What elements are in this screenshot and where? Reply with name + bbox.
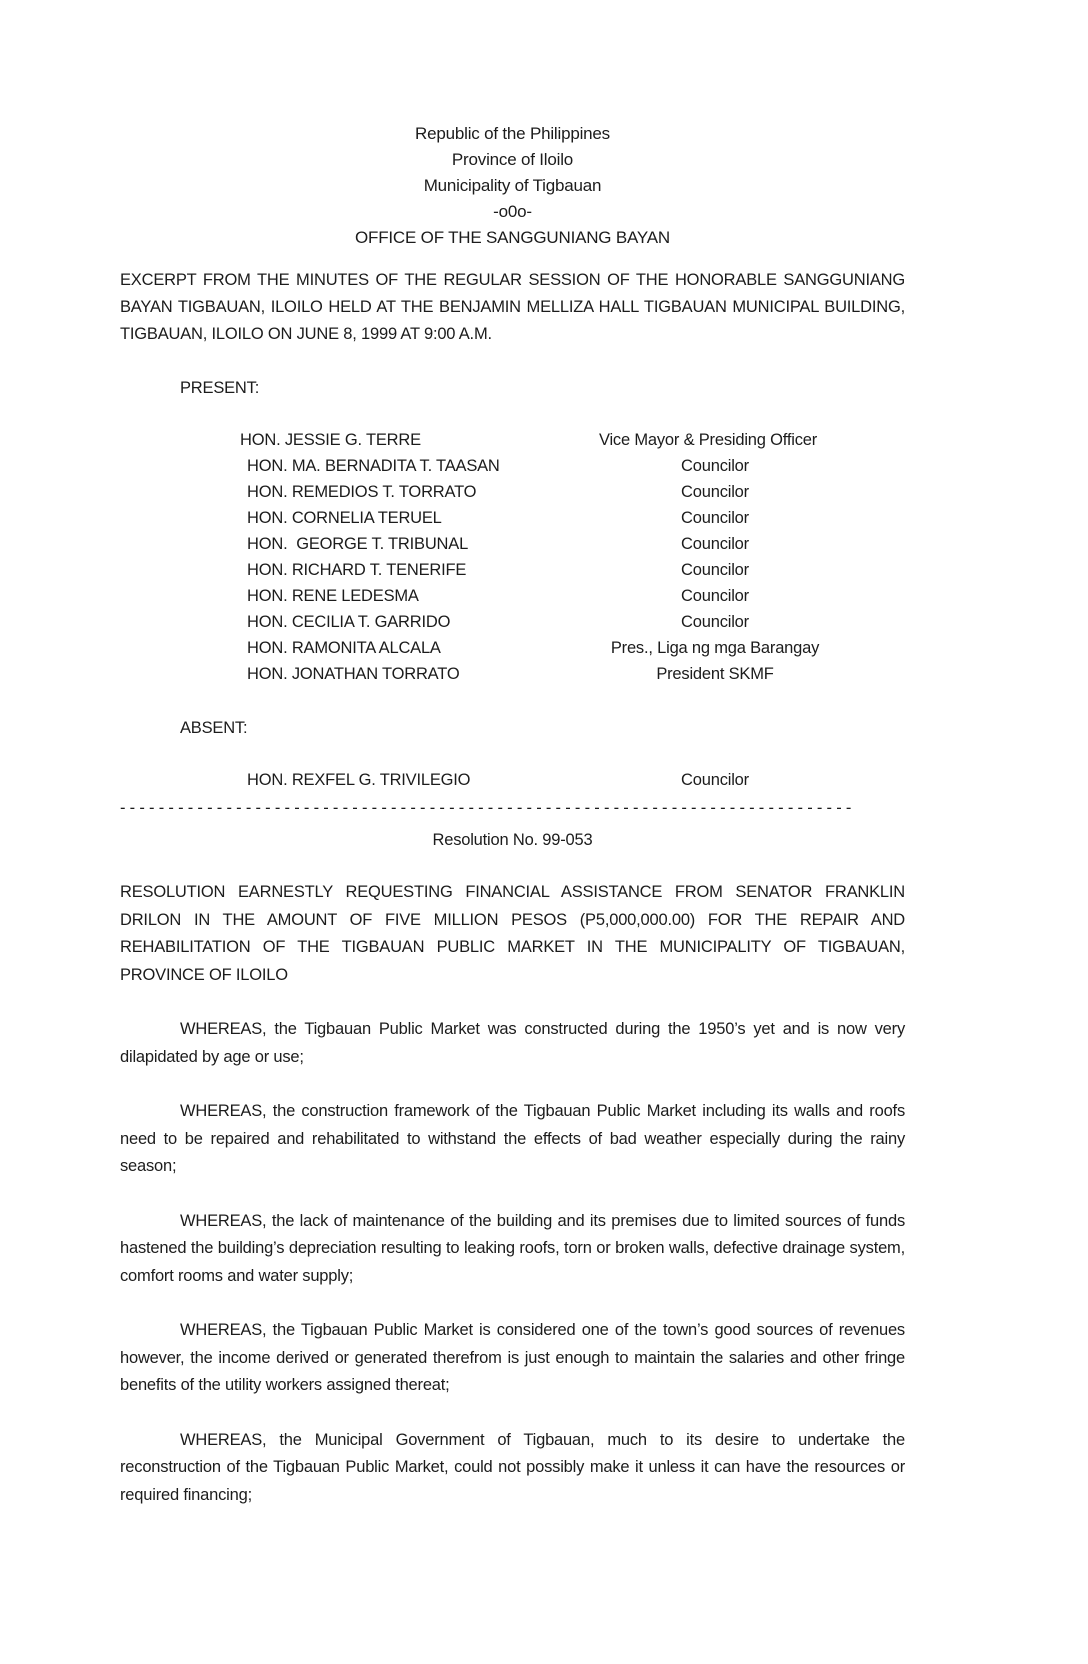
attendee-position: Councilor [681, 535, 749, 553]
attendee-row [120, 661, 905, 687]
present-label: PRESENT: [180, 379, 260, 397]
attendee-name: HON. REMEDIOS T. TORRATO [247, 483, 477, 501]
attendee-name: HON. CORNELIA TERUEL [247, 509, 442, 527]
whereas-paragraph-3: WHEREAS, the lack of maintenance of the building and its premises due to limited sources of funds hastened the building’s depreciation resulting to leaking roofs, torn or broken walls, defective drainage system, comfort rooms and water supply; [120, 1211, 905, 1285]
absent-name: HON. REXFEL G. TRIVILEGIO [247, 771, 471, 789]
document-header [120, 121, 905, 251]
resolution-number: Resolution No. 99-053 [432, 831, 593, 849]
attendee-row [120, 635, 905, 661]
excerpt-paragraph: EXCERPT FROM THE MINUTES OF THE REGULAR SESSION OF THE HONORABLE SANGGUNIANG BAYAN TIGBAUAN, ILOILO HELD AT THE BENJAMIN MELLIZA HALL TIGBAUAN MUNICIPAL BUILDING, TIGBAUAN, ILOILO ON JUNE 8, 1999 AT 9:00 A.M. [120, 271, 905, 343]
header-ornament: -o0o- [493, 202, 532, 221]
absent-list [120, 767, 905, 793]
attendee-position: Councilor [681, 509, 749, 527]
attendee-row [120, 609, 905, 635]
attendee-row [120, 531, 905, 557]
header-office: OFFICE OF THE SANGGUNIANG BAYAN [355, 228, 670, 247]
header-province: Province of Iloilo [451, 150, 574, 169]
resolution-title: RESOLUTION EARNESTLY REQUESTING FINANCIAL ASSISTANCE FROM SENATOR FRANKLIN DRILON IN THE AMOUNT OF FIVE MILLION PESOS (P5,000,000.00) FOR THE REPAIR AND REHABILITATION OF THE TIGBAUAN PUBLIC MARKET IN THE MUNICIPALITY OF TIGBAUAN, PROVINCE OF ILOILO [120, 883, 905, 984]
dashed-separator: - - - - - - - - - - - - - - - - - - - - - - - - - - - - - - - - - - - - - - - - - - - - - - - - - - - - - - - - - - - - - - - - - - - - - - - - - - - - [120, 799, 852, 817]
attendee-position: Councilor [681, 561, 749, 579]
attendee-row [120, 479, 905, 505]
attendee-name: HON. RENE LEDESMA [247, 587, 419, 605]
document-content [120, 121, 905, 1509]
absent-position: Councilor [681, 771, 749, 789]
attendee-name: HON. JESSIE G. TERRE [240, 431, 421, 449]
attendee-position: Councilor [681, 457, 749, 475]
attendee-row [120, 583, 905, 609]
whereas-paragraph-1: WHEREAS, the Tigbauan Public Market was constructed during the 1950’s yet and is now very dilapidated by age or use; [120, 1020, 905, 1066]
attendee-row [120, 505, 905, 531]
attendee-position: Councilor [681, 483, 749, 501]
attendee-position: Councilor [681, 587, 749, 605]
header-republic: Republic of the Philippines [415, 124, 610, 143]
header-municipality: Municipality of Tigbauan [423, 176, 602, 195]
whereas-paragraph-4: WHEREAS, the Tigbauan Public Market is considered one of the town’s good sources of revenues however, the income derived or generated therefrom is just enough to maintain the salaries and other fringe benefits of the utility workers assigned thereat; [120, 1321, 905, 1394]
attendee-position: Pres., Liga ng mga Barangay [610, 639, 820, 657]
attendee-name: HON. RAMONITA ALCALA [247, 639, 441, 657]
attendee-name: HON. RICHARD T. TENERIFE [247, 561, 467, 579]
attendee-row [120, 453, 905, 479]
whereas-paragraph-2: WHEREAS, the construction framework of the Tigbauan Public Market including its walls and roofs need to be repaired and rehabilitated to withstand the effects of bad weather especially during the rainy season; [120, 1102, 905, 1175]
attendee-name: HON. JONATHAN TORRATO [247, 665, 460, 683]
absent-label: ABSENT: [180, 719, 248, 737]
attendee-name: HON. CECILIA T. GARRIDO [247, 613, 451, 631]
attendee-name: HON. GEORGE T. TRIBUNAL [247, 535, 469, 553]
attendee-row [120, 427, 905, 453]
attendee-list [120, 427, 905, 687]
whereas-paragraph-5: WHEREAS, the Municipal Government of Tigbauan, much to its desire to undertake the reconstruction of the Tigbauan Public Market, could not possibly make it unless it can have the resources or required financing; [120, 1430, 905, 1504]
absent-section [120, 715, 905, 793]
attendee-position: President SKMF [656, 665, 774, 683]
attendee-row [120, 557, 905, 583]
absent-row [127, 767, 905, 793]
attendee-position: Councilor [681, 613, 749, 631]
attendee-name: HON. MA. BERNADITA T. TAASAN [247, 457, 500, 475]
attendee-position: Vice Mayor & Presiding Officer [598, 431, 818, 449]
